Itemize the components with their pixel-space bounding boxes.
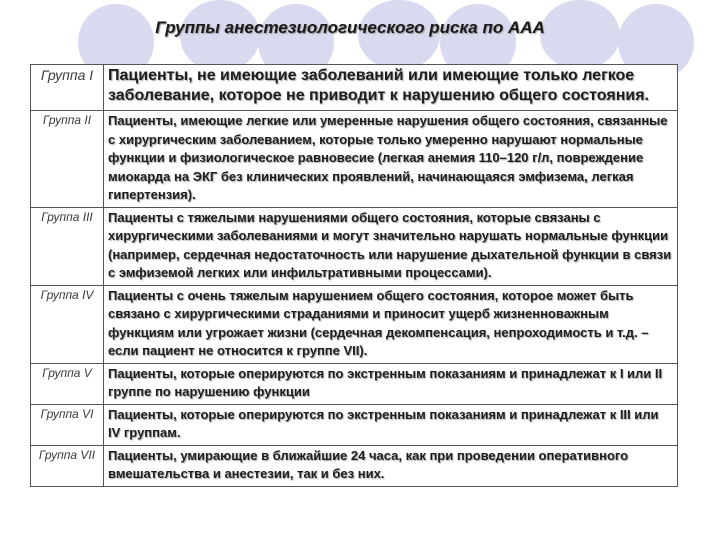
group-label: Группа I (31, 65, 104, 111)
group-label: Группа IV (31, 285, 104, 363)
table-row (31, 207, 678, 285)
table-row (31, 445, 678, 486)
risk-groups-table (30, 64, 678, 487)
group-description: Пациенты с очень тяжелым нарушением общего состояния, которое может быть связано с хирургическими страданиями и приносит ущерб жизненноважным функциям или угрожает жизни (сердечная декомпенсация, непроходимость и т.д. – если пациент не относится к группе VII). (104, 285, 678, 363)
table-row (31, 65, 678, 111)
group-description: Пациенты, умирающие в ближайшие 24 часа, как при проведении оперативного вмешательства и анестезии, так и без них. (104, 445, 678, 486)
group-label: Группа VI (31, 404, 104, 445)
group-description: Пациенты, не имеющие заболеваний или имеющие только легкое заболевание, которое не приводит к нарушению общего состояния. (104, 65, 678, 111)
page-title: Группы анестезиологического риска по ААА (155, 18, 545, 37)
group-description: Пациенты, которые оперируются по экстренным показаниям и принадлежат к III или IV группам. (104, 404, 678, 445)
table-row (31, 404, 678, 445)
group-label: Группа V (31, 363, 104, 404)
group-label: Группа VII (31, 445, 104, 486)
group-label: Группа II (31, 111, 104, 208)
group-description: Пациенты с тяжелыми нарушениями общего состояния, которые связаны с хирургическими заболеваниями и могут значительно нарушать нормальные функции (например, сердечная недостаточность или нарушение дыхательной функции в связи с эмфиземой легких или инфильтративными процессами). (104, 207, 678, 285)
group-description: Пациенты, которые оперируются по экстренным показаниям и принадлежат к I или II группе по нарушению функции (104, 363, 678, 404)
table-row (31, 363, 678, 404)
group-description: Пациенты, имеющие легкие или умеренные нарушения общего состояния, связанные с хирургическим заболеванием, которые только умеренно нарушают нормальные функции и физиологическое равновесие (легкая анемия 110–120 г/л, повреждение миокарда на ЭКГ без клинических проявлений, начинающаяся эмфизема, легкая гипертензия). (104, 111, 678, 208)
group-label: Группа III (31, 207, 104, 285)
table-row (31, 111, 678, 208)
table-row (31, 285, 678, 363)
